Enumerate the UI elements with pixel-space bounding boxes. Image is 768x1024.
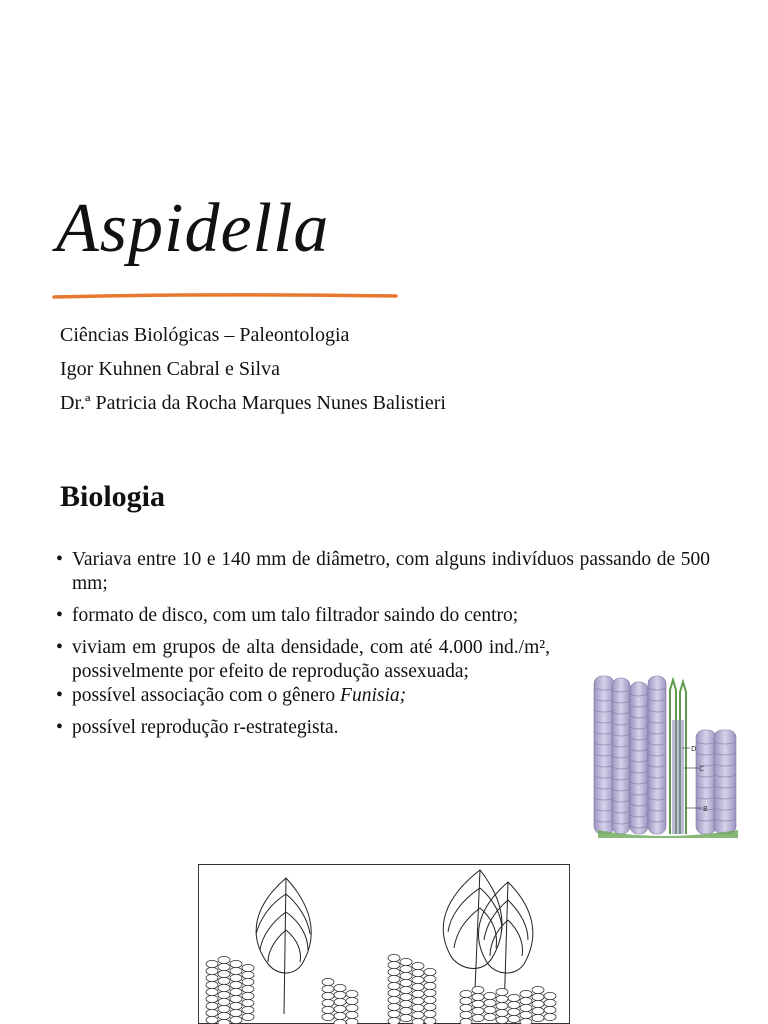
title-underline	[52, 292, 398, 302]
bullet-text: Variava entre 10 e 140 mm de diâmetro, com alguns indivíduos passando de 500 mm;	[72, 549, 710, 594]
bullet-text: possível reprodução r-estrategista.	[72, 717, 339, 738]
bullet-marker: •	[56, 605, 63, 626]
bullet-text: formato de disco, com um talo filtrador saindo do centro;	[72, 605, 519, 626]
author-name: Igor Kuhnen Cabral e Silva	[60, 358, 280, 380]
figure-label-b: B	[703, 805, 708, 813]
genus-name: Funisia;	[340, 685, 407, 706]
figure-label-d: D	[691, 745, 697, 753]
course-line: Ciências Biológicas – Paleontologia	[60, 324, 350, 346]
section-heading: Biologia	[60, 480, 166, 513]
figure-label-c: C	[699, 765, 704, 773]
bullet-text: possível associação com o gênero	[72, 685, 341, 706]
bullet-marker: •	[56, 717, 63, 738]
reconstruction-figure	[590, 670, 742, 842]
advisor-name: Dr.ª Patricia da Rocha Marques Nunes Balistieri	[60, 392, 446, 414]
bullet-marker: •	[56, 637, 63, 658]
document-title: Aspidella	[56, 190, 330, 267]
bullet-marker: •	[56, 685, 63, 706]
author-block	[60, 318, 446, 420]
line-drawing-figure	[198, 864, 570, 1024]
bullet-marker: •	[56, 549, 63, 570]
list-item	[56, 548, 710, 596]
list-item	[56, 604, 710, 628]
bullet-text: viviam em grupos de alta densidade, com até 4.000 ind./m², possivelmente por efeito de reprodução assexuada;	[72, 637, 550, 682]
